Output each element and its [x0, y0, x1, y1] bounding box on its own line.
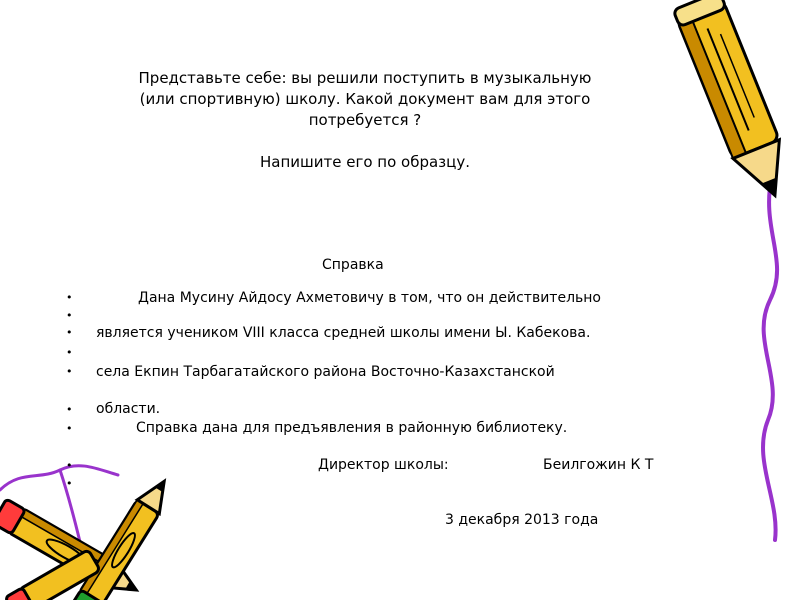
certificate-line-5: Справка дана для предъявления в районную библиотеку. — [136, 420, 568, 436]
certificate-line-4: области. — [96, 401, 161, 417]
intro-line-2: (или спортивную) школу. Какой документ вам для этого — [139, 90, 591, 108]
pencil-right-icon — [673, 0, 798, 205]
bullet: • — [66, 422, 73, 435]
certificate-line-2: является учеником VIII класса средней школы имени Ы. Кабекова. — [96, 325, 591, 341]
intro-text — [100, 68, 630, 173]
bullet: • — [66, 477, 73, 490]
intro-line-3: потребуется ? — [308, 111, 422, 129]
bullet: • — [66, 346, 73, 359]
signature-name: Беилгожин К Т — [543, 457, 654, 473]
certificate-title: Справка — [322, 257, 384, 273]
certificate-line-1: Дана Мусину Айдосу Ахметовичу в том, что он действительно — [138, 290, 601, 306]
signature-role: Директор школы: — [318, 457, 449, 473]
bullet: • — [66, 365, 73, 378]
instruction: Напишите его по образцу. — [259, 153, 470, 171]
squiggle-right — [763, 175, 777, 540]
certificate-line-3: села Екпин Тарбагатайского района Восточно-Казахстанской — [96, 364, 555, 380]
bullet: • — [66, 326, 73, 339]
bullet: • — [66, 403, 73, 416]
bullet: • — [66, 309, 73, 322]
certificate-date: 3 декабря 2013 года — [445, 512, 599, 528]
intro-line-1: Представьте себе: вы решили поступить в музыкальную — [138, 69, 592, 87]
bullet: • — [66, 291, 73, 304]
bullet: • — [66, 459, 73, 472]
